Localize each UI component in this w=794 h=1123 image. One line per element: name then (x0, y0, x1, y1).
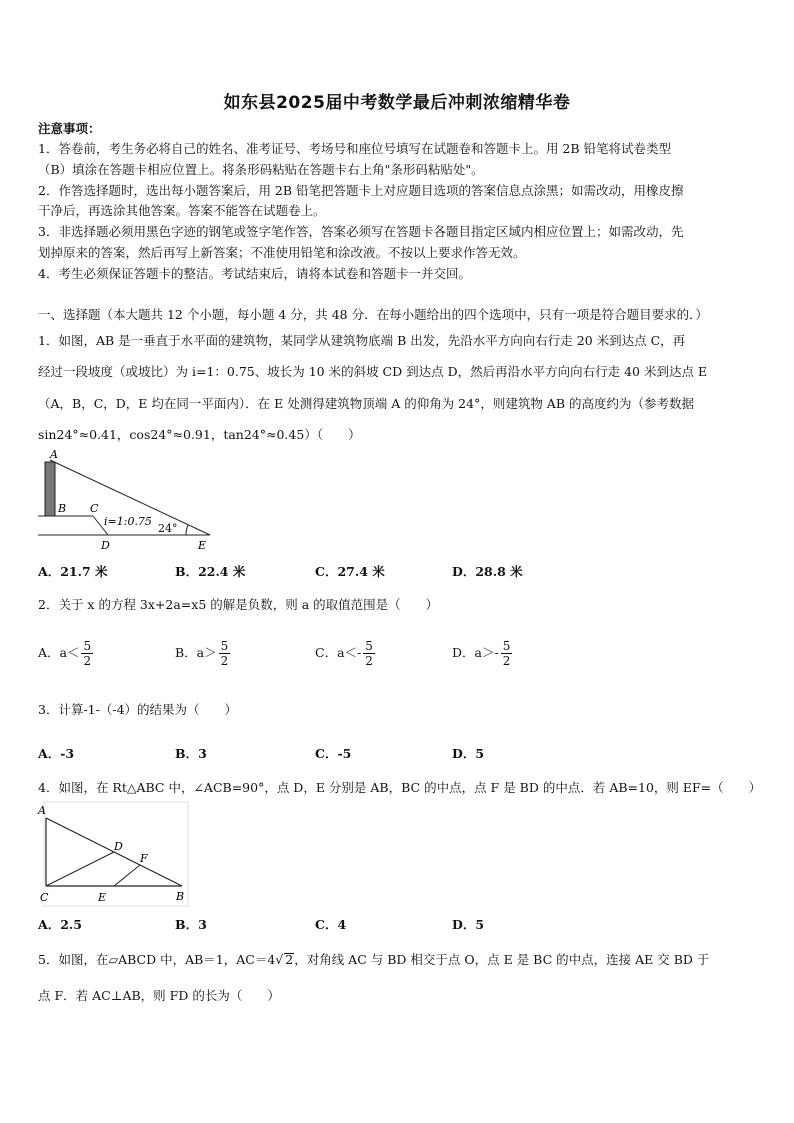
fraction-num: 5 (365, 639, 373, 653)
fraction-den: 2 (365, 654, 373, 668)
fraction-num: 5 (83, 639, 92, 653)
q3-option-c[interactable]: C．-5 (315, 746, 352, 761)
label-c: C (40, 891, 49, 904)
fraction-den: 2 (220, 654, 229, 668)
q4-figure (36, 800, 192, 908)
q1-figure (36, 448, 216, 556)
q5-line-1-a: 5．如图，在▱ABCD 中，AB＝1，AC＝4 (38, 952, 276, 967)
q3-option-a[interactable]: A．-3 (38, 746, 75, 761)
note-2-line-2: 干净后，再选涂其他答案。答案不能答在试题卷上。 (38, 203, 326, 218)
q1-option-a[interactable]: A．21.7 米 (38, 564, 108, 579)
q5-line-1 (38, 952, 768, 968)
q3-option-d[interactable]: D．5 (452, 746, 485, 761)
segment-ef (114, 865, 140, 886)
q4-option-c[interactable]: C．4 (315, 917, 347, 932)
label-a: A (38, 804, 46, 817)
q1-line-1: 1．如图，AB 是一垂直于水平面的建筑物，某同学从建筑物底端 B 出发，先沿水平方向向右行走 20 米到达点 C，再 (38, 333, 686, 348)
q2-option-a-text: A．a＜ (38, 645, 80, 660)
label-d: D (114, 840, 123, 853)
label-e: E (98, 891, 107, 904)
q2-option-c-text: C．a＜- (315, 645, 362, 660)
segment-cd (46, 852, 114, 886)
q4-option-a[interactable]: A．2.5 (38, 917, 82, 932)
fraction-num: 5 (502, 639, 511, 653)
label-e: E (198, 539, 207, 552)
label-c: C (90, 502, 99, 515)
note-1-line-2: （B）填涂在答题卡相应位置上。将条形码粘贴在答题卡右上角"条形码粘贴处"。 (38, 162, 484, 177)
q3-stem: 3．计算-1-（-4）的结果为（ ） (38, 702, 238, 717)
q4-stem: 4．如图，在 Rt△ABC 中，∠ACB=90°，点 D，E 分别是 AB，BC 的中点，点 F 是 BD 的中点．若 AB=10，则 EF=（ ） (38, 780, 762, 795)
fraction (363, 639, 375, 668)
note-2-line-1: 2．作答选择题时，选出每小题答案后，用 2B 铅笔把答题卡上对应题目选项的答案信息点涂黑；如需改动，用橡皮擦 (38, 183, 684, 198)
fraction-num: 5 (220, 639, 229, 653)
section-heading: 一、选择题（本大题共 12 个小题，每小题 4 分，共 48 分．在每小题给出的四个选项中，只有一项是符合题目要求的．） (38, 307, 708, 322)
q4-option-d[interactable]: D．5 (452, 917, 485, 932)
fraction (501, 639, 513, 668)
q5-line-2: 点 F．若 AC⊥AB，则 FD 的长为（ ） (38, 988, 280, 1003)
angle-label: 24° (158, 522, 178, 535)
q2-option-b-text: B．a＞ (175, 645, 217, 660)
fraction (219, 639, 231, 668)
q1-option-d[interactable]: D．28.8 米 (452, 564, 523, 579)
label-f: F (140, 852, 148, 865)
sqrt-sign: √ (275, 952, 284, 967)
label-b: B (176, 890, 185, 903)
fraction-den: 2 (502, 654, 511, 668)
q2-option-d[interactable] (452, 639, 512, 668)
q3-option-b[interactable]: B．3 (175, 746, 207, 761)
fraction-den: 2 (83, 654, 92, 668)
q2-option-c[interactable] (315, 639, 375, 668)
q2-stem: 2．关于 x 的方程 3x+2a=x5 的解是负数，则 a 的取值范围是（ ） (38, 597, 439, 612)
q2-option-b[interactable] (175, 639, 230, 668)
q4-option-b[interactable]: B．3 (175, 917, 207, 932)
note-1-line-1: 1．答卷前，考生务必将自己的姓名、准考证号、考场号和座位号填写在试题卷和答题卡上。用 2B 铅笔将试卷类型 (38, 141, 672, 156)
angle-arc (186, 525, 188, 535)
label-a: A (50, 448, 58, 461)
q1-option-b[interactable]: B．22.4 米 (175, 564, 246, 579)
q1-line-4: sin24°≈0.41，cos24°≈0.91，tan24°≈0.45）（ ） (38, 427, 361, 442)
fraction (81, 639, 93, 668)
note-4: 4．考生必须保证答题卡的整洁。考试结束后，请将本试卷和答题卡一并交回。 (38, 266, 471, 281)
note-3-line-2: 划掉原来的答案，然后再写上新答案；不准使用铅笔和涂改液。不按以上要求作答无效。 (38, 245, 526, 260)
sqrt-radicand: 2 (285, 952, 294, 967)
q2-option-d-text: D．a＞- (452, 645, 499, 660)
q1-line-2: 经过一段坡度（或坡比）为 i=1：0.75、坡长为 10 米的斜坡 CD 到达点 D，然后再沿水平方向向右行走 40 米到达点 E (38, 364, 708, 379)
q2-option-a[interactable] (38, 639, 93, 668)
building-ab (45, 462, 55, 516)
figure-frame (44, 802, 188, 906)
q1-option-c[interactable]: C．27.4 米 (315, 564, 385, 579)
q1-line-3: （A，B，C，D，E 均在同一平面内）．在 E 处测得建筑物顶端 A 的仰角为 24°，则建筑物 AB 的高度约为（参考数据 (38, 396, 694, 411)
label-d: D (101, 539, 110, 552)
page-title: 如东县2025届中考数学最后冲刺浓缩精华卷 (223, 93, 571, 113)
note-3-line-1: 3．非选择题必须用黑色字迹的钢笔或签字笔作答，答案必须写在答题卡各题目指定区域内相应位置上；如需改动，先 (38, 224, 684, 239)
label-b: B (58, 502, 67, 515)
slope-label: i=1:0.75 (104, 515, 152, 528)
q5-line-1-b: ，对角线 AC 与 BD 相交于点 O，点 E 是 BC 的中点，连接 AE 交 BD 于 (294, 952, 710, 967)
notes-heading: 注意事项： (38, 121, 101, 136)
